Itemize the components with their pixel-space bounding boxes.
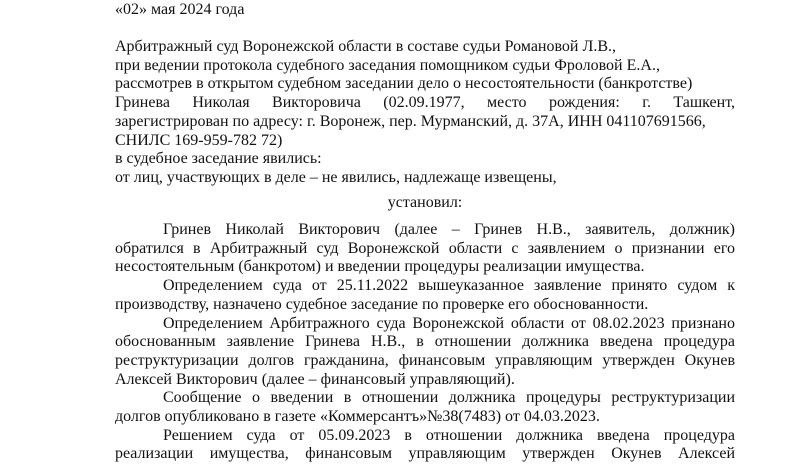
intro-line: СНИЛС 169-959-782 72) [115,131,283,149]
body-line: реализации имущества, финансовым управляющим утвержден Окунев Алексей [115,445,735,463]
body-line: реструктуризации долгов гражданина, финансовым управляющим утвержден Окунев [115,351,735,369]
intro-line: в судебное заседание явились: [115,150,322,168]
body-line: долгов опубликовано в газете «Коммерсантъ»№38(7483) от 04.03.2023. [115,408,600,426]
intro-line: рассмотрев в открытом судебном заседании дело о несостоятельности (банкротстве) [115,75,693,93]
body-line: Решением суда от 05.09.2023 в отношении должника введена процедура [163,426,735,444]
body-line: Сообщение о введении в отношении должника процедуры реструктуризации [163,389,735,407]
body-line: обоснованным заявление Гринева Н.В., в отношении должника введена процедура [115,333,735,351]
body-line: Алексей Викторович (далее – финансовый управляющий). [115,370,515,388]
body-line: Гринев Николай Викторович (далее – Гринев Н.В., заявитель, должник) [163,221,735,238]
body-line: Определением Арбитражного суда Воронежской области от 08.02.2023 признано [163,314,735,332]
intro-line: Арбитражный суд Воронежской области в составе судьи Романовой Л.В., [115,38,617,55]
body-line: обратился в Арбитражный суд Воронежской области с заявлением о признании его [115,239,735,257]
heading-established: установил: [387,194,463,211]
intro-block [115,38,735,188]
section-heading [115,194,735,213]
date-line: «02» мая 2024 года [115,1,245,18]
intro-line: зарегистрирован по адресу: г. Воронеж, пер. Мурманский, д. 37А, ИНН 041107691566, [115,112,706,130]
body-line: Определением суда от 25.11.2022 вышеуказанное заявление принято судом к [163,277,735,295]
intro-line: при ведении протокола судебного заседания помощником судьи Фроловой Е.А., [115,56,660,74]
intro-line: Гринева Николая Викторовича (02.09.1977, место рождения: г. Ташкент, [115,94,735,112]
body-block [115,221,735,464]
intro-line: от лиц, участвующих в деле – не явились, надлежаще извещены, [115,168,557,186]
body-line: производству, назначено судебное заседание по проверке его обоснованности. [115,295,649,313]
decision-date [115,1,735,20]
body-line: несостоятельным (банкротом) и введении процедуры реализации имущества. [115,258,645,276]
